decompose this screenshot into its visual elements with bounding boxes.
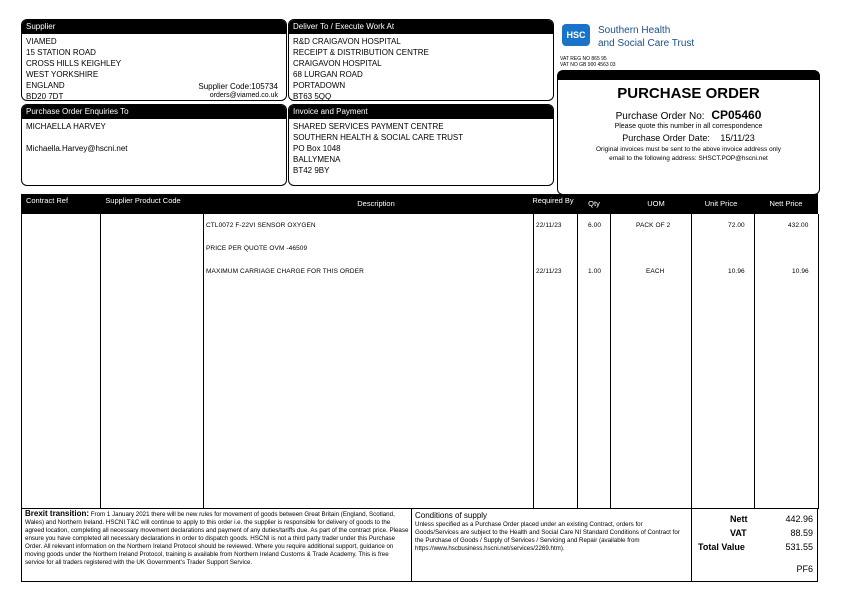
nett-value: 442.96: [785, 514, 813, 524]
deliver-line: R&D CRAIGAVON HOSPITAL: [293, 37, 401, 46]
invoice-line: PO Box 1048: [293, 144, 341, 153]
invoice-line: SOUTHERN HEALTH & SOCIAL CARE TRUST: [293, 133, 464, 142]
deliver-line: RECEIPT & DISTRIBUTION CENTRE: [293, 48, 429, 57]
table-header: [21, 194, 818, 214]
hsc-logo: [562, 24, 590, 46]
total-label: Total Value: [698, 542, 745, 552]
supplier-code: Supplier Code:105734: [198, 82, 278, 91]
col-contract-ref: Contract Ref: [25, 196, 69, 205]
po-number: CP05460: [711, 108, 762, 122]
brexit-title: Brexit transition:: [25, 509, 90, 518]
vat-value: 88.59: [790, 528, 813, 538]
row-nett: 10.96: [792, 268, 809, 275]
invoice-address: [289, 119, 553, 178]
po-invoice-note2: email to the following address: SHSCT.POP@hscni.net: [609, 155, 768, 162]
nett-label: Nett: [730, 514, 748, 524]
logo-line2: and Social Care Trust: [598, 38, 695, 49]
enquiries-name: MICHAELLA HARVEY: [26, 122, 106, 131]
row-uom: EACH: [646, 268, 665, 275]
logo-line1: Southern Health: [598, 25, 671, 36]
supplier-line: 15 STATION ROAD: [26, 48, 96, 57]
invoice-line: BT42 9BY: [293, 166, 330, 175]
row-required: 22/11/23: [536, 222, 562, 229]
row-description: CTL0072 F-22VI SENSOR OXYGEN: [206, 222, 316, 229]
supplier-line: CROSS HILLS KEIGHLEY: [26, 59, 122, 68]
invoice-line: BALLYMENA: [293, 155, 341, 164]
supplier-box: [21, 19, 287, 101]
page-code: PF6: [796, 564, 813, 574]
vat-reg-2: VAT NO GB 900 4563 03: [560, 62, 616, 68]
po-number-label: Purchase Order No:: [615, 111, 705, 122]
purchase-order-box: [557, 70, 820, 195]
deliver-line: PORTADOWN: [293, 81, 346, 90]
row-qty: 1.00: [588, 268, 602, 275]
row-uom: PACK OF 2: [636, 222, 671, 229]
enquiries-box: [21, 104, 287, 186]
row-unit: 10.96: [728, 268, 745, 275]
total-value: 531.55: [785, 542, 813, 552]
invoice-line: SHARED SERVICES PAYMENT CENTRE: [293, 122, 444, 131]
totals-box: [690, 508, 818, 582]
po-title: PURCHASE ORDER: [617, 85, 760, 102]
col-unit-price: Unit Price: [704, 199, 738, 208]
invoice-box: [288, 104, 554, 186]
supplier-line: BD20 7DT: [26, 92, 64, 101]
enquiries-header: Purchase Order Enquiries To: [22, 105, 286, 119]
deliver-line: BT63 5QQ: [293, 92, 332, 101]
supplier-header: Supplier: [22, 20, 286, 34]
row-qty: 6.00: [588, 222, 602, 229]
col-qty: Qty: [588, 199, 600, 208]
row-required: 22/11/23: [536, 268, 562, 275]
deliver-line: CRAIGAVON HOSPITAL: [293, 59, 382, 68]
row-description: MAXIMUM CARRIAGE CHARGE FOR THIS ORDER: [206, 268, 364, 275]
row-description: PRICE PER QUOTE OVM -46509: [206, 245, 308, 252]
supplier-line: WEST YORKSHIRE: [26, 70, 99, 79]
row-nett: 432.00: [788, 222, 809, 229]
col-uom: UOM: [647, 199, 665, 208]
col-supplier-code: Supplier Product Code: [105, 196, 181, 205]
deliver-header: Deliver To / Execute Work At: [289, 20, 553, 34]
po-date: 15/11/23: [720, 133, 755, 143]
brexit-text: From 1 January 2021 there will be new rules for movement of goods between Great Britain (England, Scotland, Wales) and Northern Ireland. HSCNI T&C will continue to apply to this order i.e. the supplier is responsible for delivery of goods to the agreed location, completing all necessary movement declarations and payment of any duties/tariffs due. As part of the contract price. Please ensure you have completed all necessary declarations in order to dispatch goods. HSCNI is not a third party trader under this Purchase Order. All relevant information on the Northern Ireland Protocol should be reviewed. Where you require additional support, guidance on moving goods under the Northern Ireland Protocol, training is available from Northern Ireland Customs & Trade Academy. This is free service for all traders registered with the UK Government's Trader Support Service.: [25, 511, 409, 566]
supplier-email[interactable]: orders@viamed.co.uk: [209, 92, 278, 99]
brexit-box: [21, 508, 412, 582]
col-required-by: Required By: [532, 196, 574, 205]
invoice-header: Invoice and Payment: [289, 105, 553, 119]
supplier-line: VIAMED: [26, 37, 57, 46]
vat-reg-1: VAT REG NO 865 95: [560, 56, 607, 62]
row-unit: 72.00: [728, 222, 745, 229]
table-frame: [21, 214, 819, 509]
deliver-address: [289, 34, 553, 101]
deliver-line: 68 LURGAN ROAD: [293, 70, 363, 79]
po-invoice-note1: Original invoices must be sent to the above invoice address only: [596, 146, 781, 153]
deliver-box: [288, 19, 554, 101]
enquiries-email[interactable]: Michaella.Harvey@hscni.net: [26, 144, 128, 153]
conditions-title: Conditions of supply: [415, 511, 488, 520]
col-description: Description: [357, 199, 395, 208]
vat-label: VAT: [730, 528, 747, 538]
po-quote-note: Please quote this number in all correspondence: [614, 123, 763, 130]
conditions-text: Unless specified as a Purchase Order placed under an existing Contract, orders for Goods/Services are subject to the Health and Social Care NI Standard Conditions of Contract for the Purchase of Goods / Supply of Services / Servicing and Repair (available from https://www.hscbusiness.hscni.net/services/2269.htm).: [415, 521, 680, 552]
conditions-box: [411, 508, 692, 582]
po-date-label: Purchase Order Date:: [622, 133, 710, 143]
hsc-badge: HSC: [566, 30, 586, 40]
col-nett-price: Nett Price: [769, 199, 803, 208]
supplier-line: ENGLAND: [26, 81, 65, 90]
